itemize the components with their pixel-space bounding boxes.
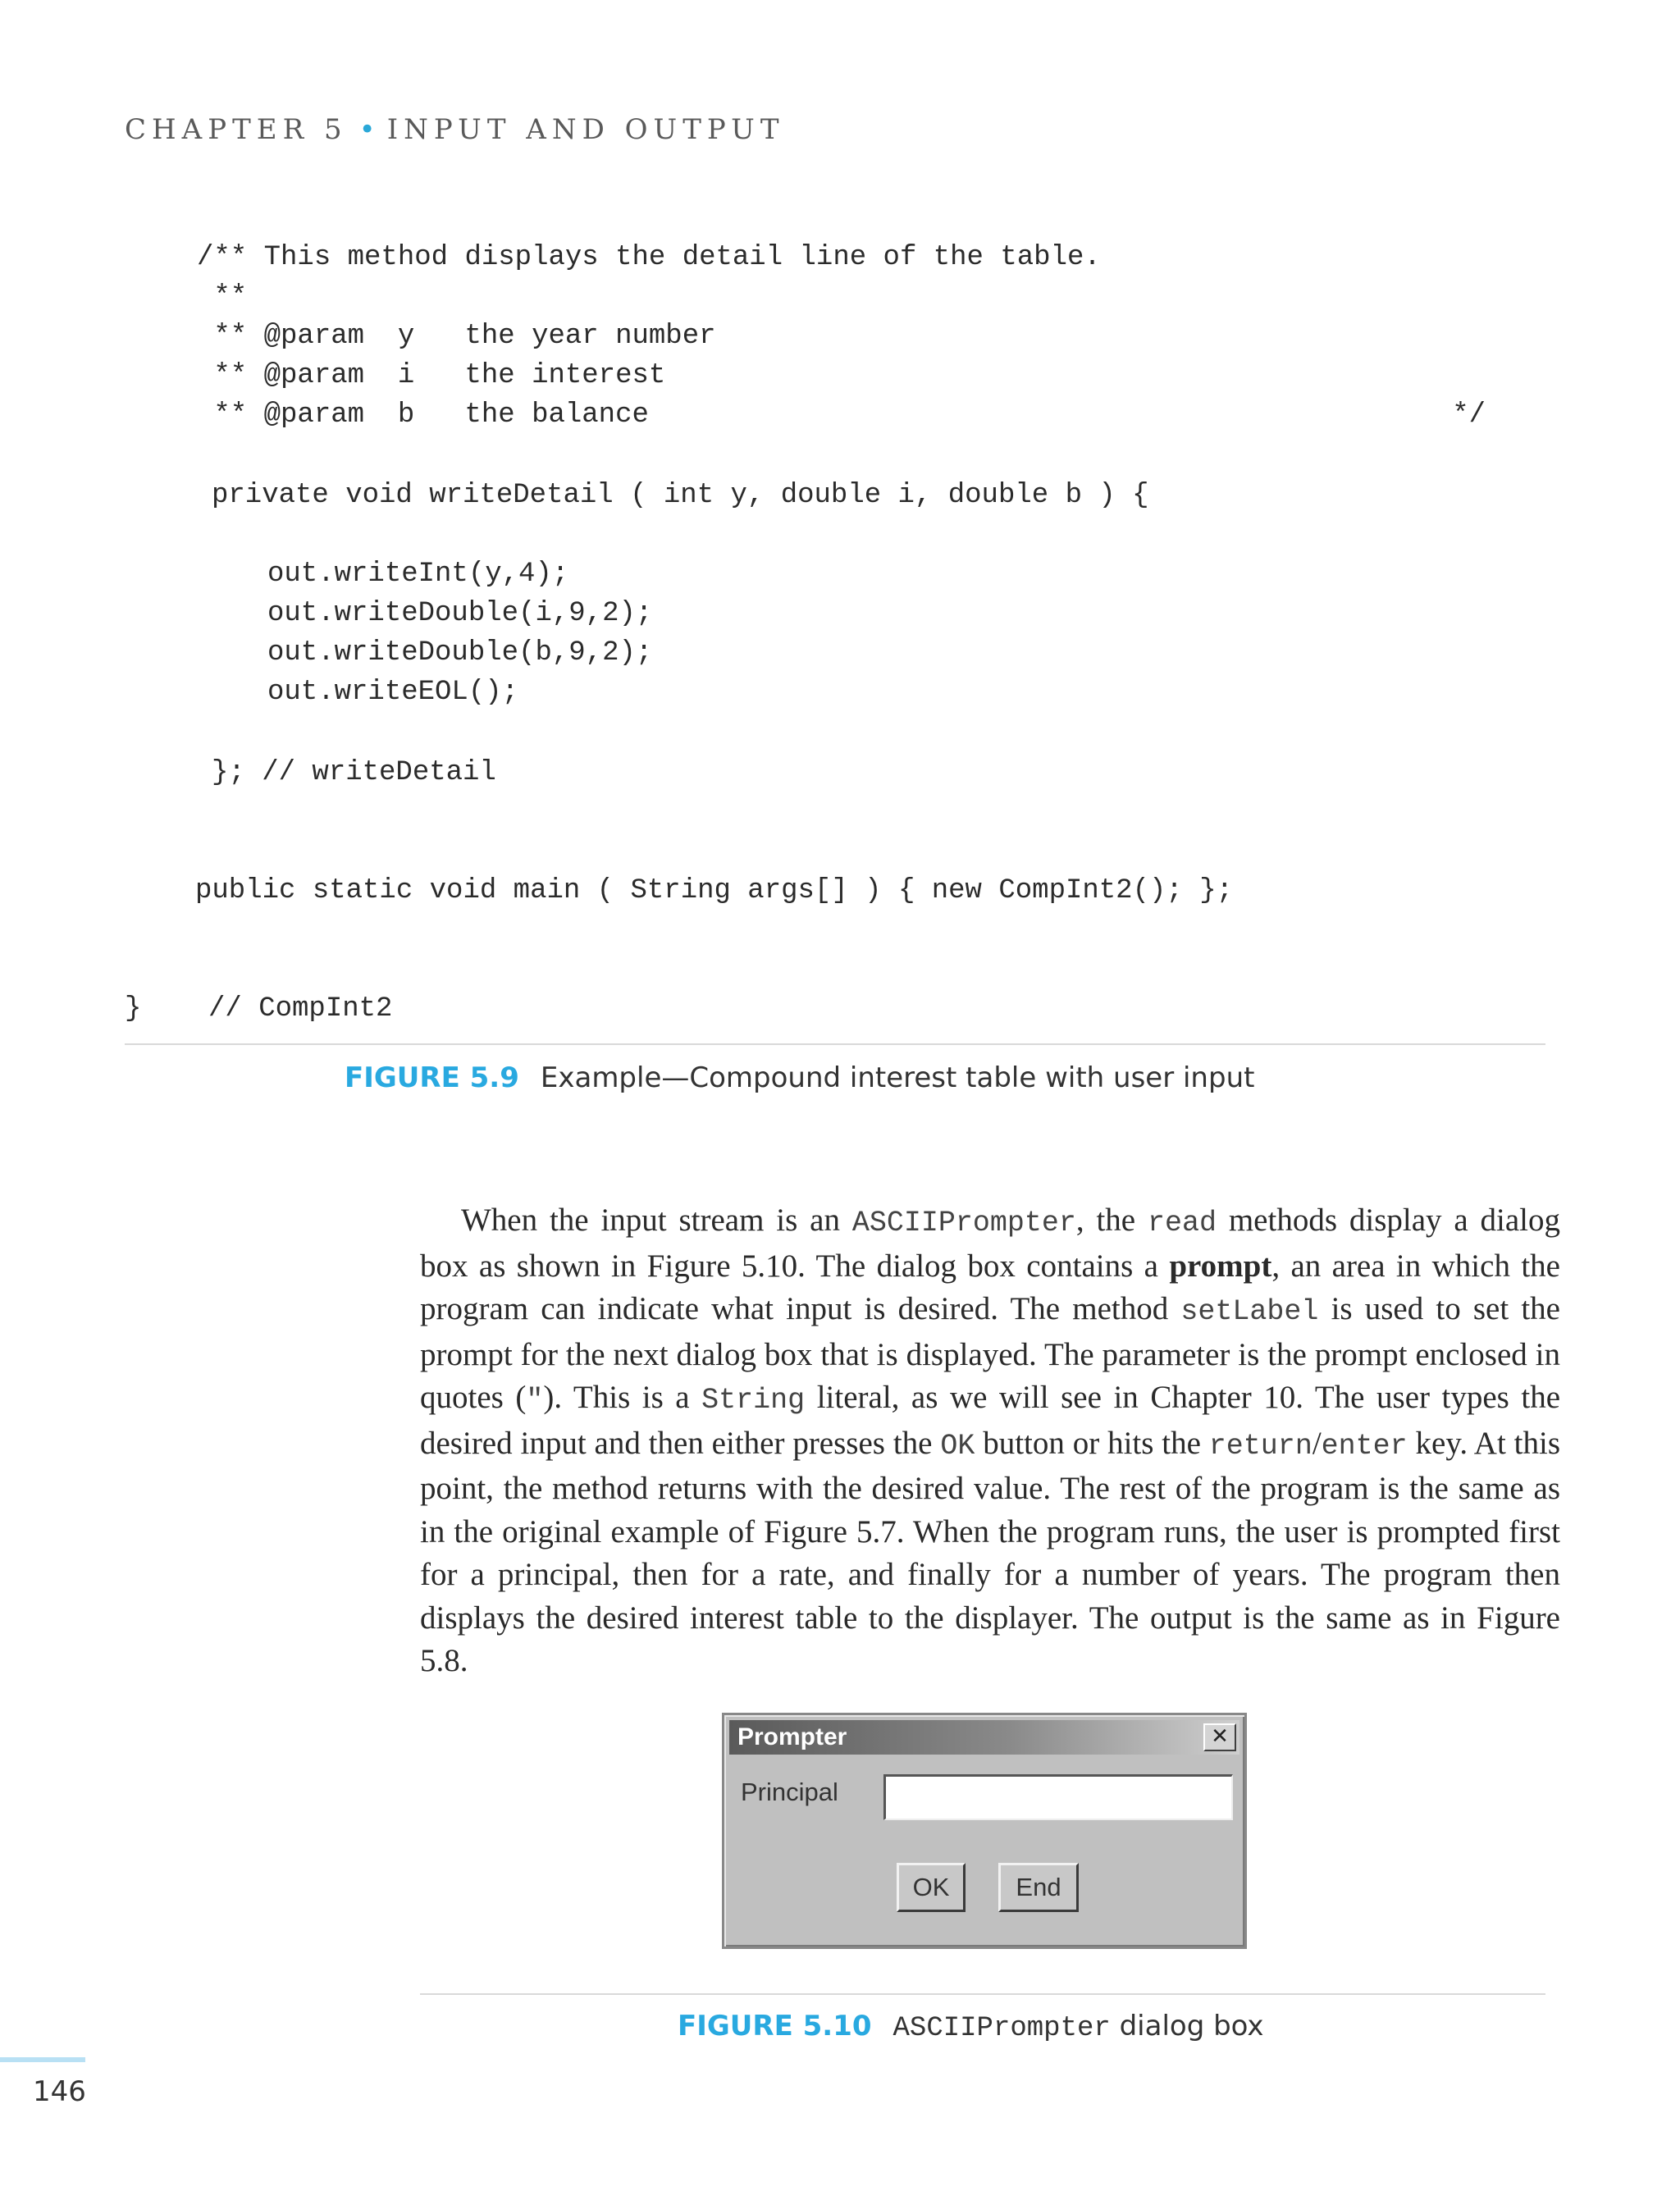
prompter-dialog (722, 1713, 1247, 1949)
figure-5-9-rule (125, 1043, 1545, 1045)
principal-label: Principal (741, 1778, 838, 1806)
running-head-title: INPUT AND OUTPUT (386, 113, 785, 146)
code-method-body: out.writeInt(y,4); out.writeDouble(i,9,2); out.writeDouble(b,9,2); out.writeEOL(); (267, 559, 653, 708)
figure-5-10-caption (678, 2010, 1264, 2044)
running-head-separator: • (358, 113, 376, 146)
figure-5-10-number: FIGURE 5.10 (678, 2010, 872, 2042)
figure-5-10-text: dialog box (1110, 2010, 1264, 2042)
end-button[interactable]: End (998, 1863, 1079, 1912)
code-class-end: } // CompInt2 (125, 993, 393, 1025)
dialog-titlebar[interactable] (729, 1720, 1239, 1755)
code-method-end: }; // writeDetail (212, 757, 496, 788)
figure-5-10-code: ASCIIPrompter (892, 2013, 1111, 2044)
margin-bar (0, 2057, 85, 2062)
ok-button[interactable]: OK (897, 1863, 966, 1912)
figure-5-9-text: Example—Compound interest table with user input (540, 1061, 1255, 1094)
code-main-line: public static void main ( String args[] ) { new CompInt2(); }; (195, 875, 1234, 906)
close-icon[interactable]: ✕ (1203, 1723, 1236, 1751)
principal-input[interactable] (883, 1774, 1233, 1820)
running-head (125, 113, 785, 146)
figure-5-9-caption (345, 1061, 1254, 1094)
code-method-header: private void writeDetail ( int y, double i, double b ) { (212, 480, 1149, 511)
code-comment-block: /** This method displays the detail line of the table. ** ** @param y the year number ** @param i the interest ** @param b the balance */ (197, 242, 1486, 431)
figure-5-10-rule (420, 1993, 1545, 1995)
page-number: 146 (33, 2075, 86, 2108)
body-paragraph: When the input stream is an ASCIIPrompter, the read methods display a dialog box as shown in Figure 5.10. The dialog box contains a prompt, an area in which the program can indicate what input is desired. The method setLabel is used to set the prompt for the next dialog box that is displayed. The parameter is the prompt enclosed in quotes ("). This is a String literal, as we will see in Chapter 10. The user types the desired input and then either presses the OK button or hits the return/enter key. At this point, the method returns with the desired value. The rest of the program is the same as in the original example of Figure 5.7. When the program runs, the user is prompted first for a principal, then for a rate, and finally for a number of years. The program then displays the desired interest table to the displayer. The output is the same as in Figure 5.8. (420, 1203, 1561, 1678)
figure-5-9-number: FIGURE 5.9 (345, 1061, 519, 1094)
dialog-title: Prompter (737, 1723, 847, 1750)
running-head-chapter: CHAPTER 5 (125, 113, 348, 146)
